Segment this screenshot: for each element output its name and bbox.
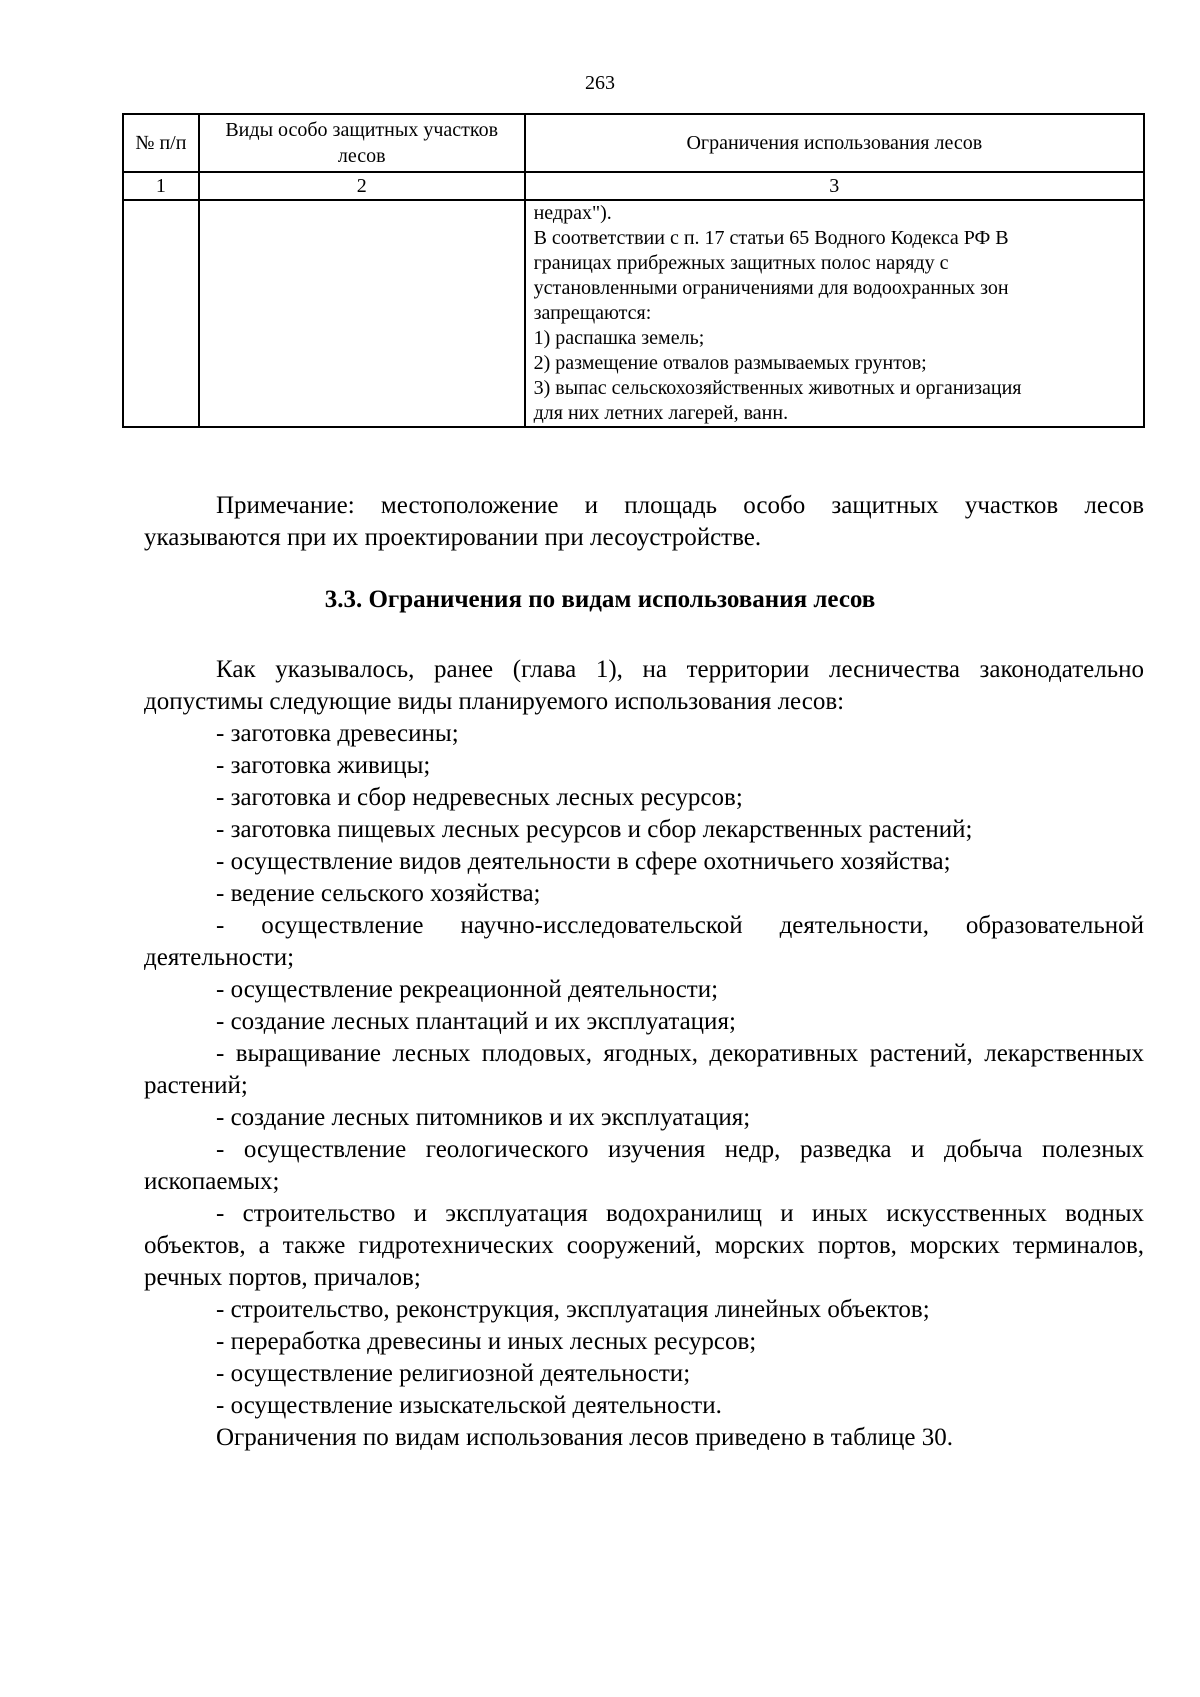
column-number-2: 2: [199, 172, 525, 200]
restriction-line: 1) распашка земель;: [533, 327, 705, 349]
note-paragraph: Примечание: местоположение и площадь особо защитных участков лесов указываются при их проектировании при лесоустройстве.: [144, 492, 1144, 551]
row-number-cell: [123, 200, 199, 427]
list-item: - ведение сельского хозяйства;: [216, 880, 541, 907]
table-header-row: [123, 114, 1144, 172]
list-item: - заготовка живицы;: [216, 752, 431, 779]
restriction-line: границах прибрежных защитных полос наряду с: [533, 252, 949, 274]
intro-paragraph: Как указывалось, ранее (глава 1), на территории лесничества законодательно допустимы следующие виды планируемого использования лесов:: [144, 656, 1144, 715]
list-item: - строительство, реконструкция, эксплуатация линейных объектов;: [216, 1296, 930, 1323]
list-item: - осуществление научно-исследовательской деятельности, образовательной деятельности;: [144, 912, 1144, 971]
body-block: [144, 654, 1144, 1454]
restriction-line: для них летних лагерей, ванн.: [533, 402, 789, 424]
restriction-line: 3) выпас сельскохозяйственных животных и организация: [533, 377, 1022, 399]
list-item: - переработка древесины и иных лесных ресурсов;: [216, 1328, 757, 1355]
list-item: - заготовка пищевых лесных ресурсов и сбор лекарственных растений;: [216, 816, 973, 843]
restriction-line: запрещаются:: [533, 302, 652, 324]
restrictions-table: [122, 113, 1145, 428]
column-number-3: 3: [525, 172, 1144, 200]
list-item: - создание лесных плантаций и их эксплуатация;: [216, 1008, 736, 1035]
restriction-line: В соответствии с п. 17 статьи 65 Водного Кодекса РФ В: [533, 227, 1009, 249]
list-item: - выращивание лесных плодовых, ягодных, декоративных растений, лекарственных растений;: [144, 1040, 1144, 1099]
header-number: № п/п: [123, 114, 199, 172]
list-item: - осуществление религиозной деятельности;: [216, 1360, 691, 1387]
header-restrictions: Ограничения использования лесов: [525, 114, 1144, 172]
table-row: [123, 200, 1144, 427]
list-item: - заготовка и сбор недревесных лесных ресурсов;: [216, 784, 743, 811]
restriction-line: недрах").: [533, 202, 612, 224]
section-title: 3.3. Ограничения по видам использования лесов: [324, 586, 876, 613]
note-block: [144, 490, 1144, 554]
row-restrictions-cell: [525, 200, 1144, 427]
page-number: 263: [585, 72, 615, 94]
list-item: - создание лесных питомников и их эксплуатация;: [216, 1104, 751, 1131]
list-item: - заготовка древесины;: [216, 720, 459, 747]
list-item: - осуществление рекреационной деятельности;: [216, 976, 719, 1003]
list-item: - строительство и эксплуатация водохранилищ и иных искусственных водных объектов, а также гидротехнических сооружений, морских портов, морских терминалов, речных портов, причалов;: [144, 1200, 1144, 1291]
row-area-type-cell: [199, 200, 525, 427]
column-number-1: 1: [123, 172, 199, 200]
conclusion-paragraph: Ограничения по видам использования лесов приведено в таблице 30.: [216, 1424, 954, 1451]
restriction-line: 2) размещение отвалов размываемых грунтов;: [533, 352, 927, 374]
header-area-types: Виды особо защитных участков лесов: [199, 114, 525, 172]
list-item: - осуществление геологического изучения недр, разведка и добыча полезных ископаемых;: [144, 1136, 1144, 1195]
table-column-numbers-row: [123, 172, 1144, 200]
list-item: - осуществление видов деятельности в сфере охотничьего хозяйства;: [216, 848, 951, 875]
list-item: - осуществление изыскательской деятельности.: [216, 1392, 722, 1419]
restriction-line: установленными ограничениями для водоохранных зон: [533, 277, 1009, 299]
